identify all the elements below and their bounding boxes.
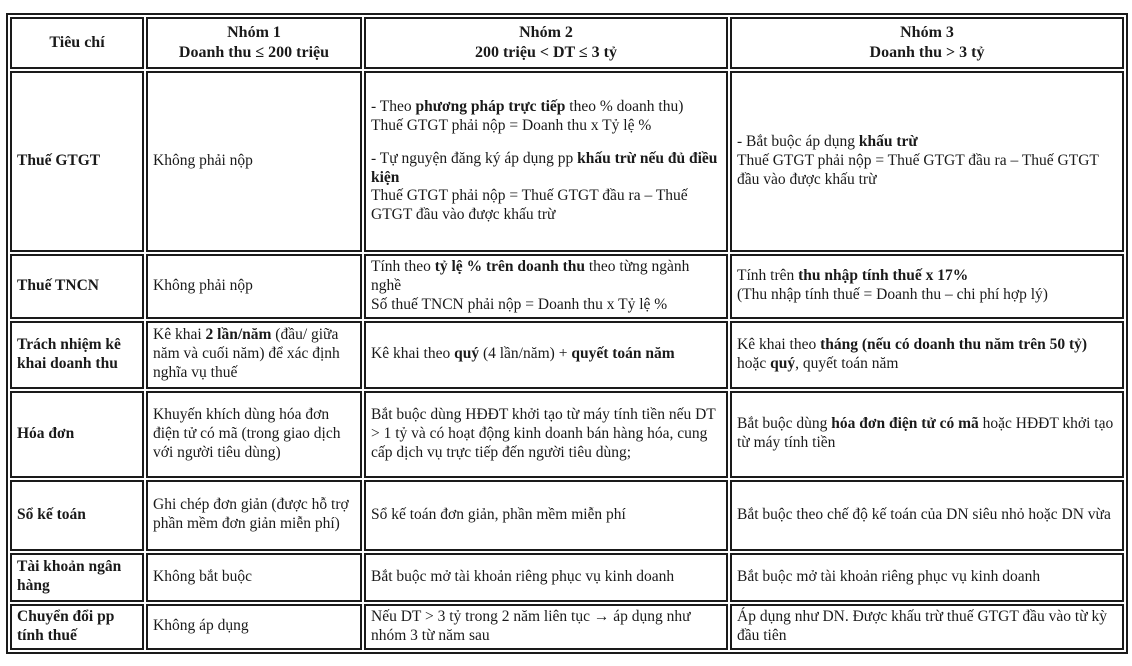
cell-text: Thuế GTGT phải nộp = Thuế GTGT đầu ra – Thuế GTGT đầu vào được khấu trừ xyxy=(371,187,688,224)
cell-text: Kê khai theo xyxy=(371,345,455,363)
cell-text: Số thuế TNCN phải nộp = Doanh thu x Tỷ lệ % xyxy=(371,295,668,313)
cell-text-bold: tháng (nếu có doanh thu năm trên 50 tỷ) xyxy=(820,335,1088,353)
group-name: Nhóm 2 xyxy=(519,24,573,42)
group-2-cell xyxy=(364,391,728,478)
cell-text-bold: hóa đơn điện tử có mã xyxy=(831,415,979,433)
criterion-cell: Tài khoản ngân hàng xyxy=(10,553,144,602)
cell-text: Tính trên xyxy=(737,267,799,285)
group-name: Nhóm 1 xyxy=(227,24,281,42)
header-row xyxy=(10,17,1124,69)
cell-text: theo từng ngành nghề xyxy=(371,258,690,294)
group-1-cell xyxy=(146,604,362,650)
table-row xyxy=(10,604,1124,650)
criterion-cell: Trách nhiệm kê khai doanh thu xyxy=(10,321,144,389)
cell-text: Sổ kế toán đơn giản, phần mềm miễn phí xyxy=(371,505,626,523)
table-row xyxy=(10,321,1124,389)
group-2-cell xyxy=(364,480,728,551)
group-3-cell xyxy=(730,254,1124,319)
cell-text: Bắt buộc mở tài khoản riêng phục vụ kinh doanh xyxy=(737,567,1041,585)
cell-text-bold: phương pháp trực tiếp xyxy=(415,97,566,115)
criterion-cell: Sổ kế toán xyxy=(10,480,144,551)
cell-text: Không phải nộp xyxy=(153,152,253,170)
group-3-cell xyxy=(730,604,1124,650)
tax-comparison-table xyxy=(6,13,1128,654)
group-1-cell xyxy=(146,254,362,319)
group-3-cell xyxy=(730,553,1124,602)
cell-text: - Tự nguyện đăng ký áp dụng pp xyxy=(371,149,578,167)
cell-text: Bắt buộc theo chế độ kế toán của DN siêu nhỏ hoặc DN vừa xyxy=(737,505,1111,523)
group-1-cell xyxy=(146,553,362,602)
group-3-cell xyxy=(730,480,1124,551)
cell-text: Thuế GTGT phải nộp = Thuế GTGT đầu ra – Thuế GTGT đầu vào được khấu trừ xyxy=(737,152,1099,188)
cell-text: Kê khai xyxy=(153,326,206,344)
column-header-group-1 xyxy=(146,17,362,69)
cell-text: Ghi chép đơn giản (được hỗ trợ phần mềm đơn giản miễn phí) xyxy=(153,496,349,533)
cell-text: Không phải nộp xyxy=(153,276,253,294)
group-2-cell xyxy=(364,71,728,252)
cell-text: (Thu nhập tính thuế = Doanh thu – chi phí hợp lý) xyxy=(737,286,1048,304)
cell-text: hoặc xyxy=(737,354,771,372)
table-row xyxy=(10,71,1124,252)
cell-text: Bắt buộc dùng HĐĐT khởi tạo từ máy tính tiền nếu DT > 1 tỷ và có hoạt động kinh doanh bán hàng hóa, cung cấp dịch vụ trực tiếp đến người tiêu dùng; xyxy=(371,405,716,461)
group-name: Nhóm 3 xyxy=(900,24,954,42)
cell-text-bold: khấu trừ nếu đủ điều kiện xyxy=(371,149,718,186)
table-row xyxy=(10,254,1124,319)
cell-text: theo % doanh thu) xyxy=(565,97,684,115)
cell-text-bold: tỷ lệ % trên doanh thu xyxy=(434,258,585,275)
group-2-cell xyxy=(364,553,728,602)
group-3-cell xyxy=(730,321,1124,389)
group-2-cell xyxy=(364,321,728,389)
cell-text: Nếu DT > 3 tỷ trong 2 năm liên tục → áp dụng như nhóm 3 từ năm sau xyxy=(371,607,691,644)
group-1-cell xyxy=(146,391,362,478)
table-row xyxy=(10,553,1124,602)
cell-text: , quyết toán năm xyxy=(795,354,899,372)
blank-line xyxy=(371,136,721,150)
group-revenue-range: Doanh thu ≤ 200 triệu xyxy=(178,44,330,61)
cell-text: Bắt buộc mở tài khoản riêng phục vụ kinh doanh xyxy=(371,567,675,585)
group-2-cell xyxy=(364,604,728,650)
group-3-cell xyxy=(730,391,1124,478)
cell-text-bold: thu nhập tính thuế x 17% xyxy=(798,267,969,285)
group-revenue-range: Doanh thu > 3 tỷ xyxy=(869,44,985,61)
group-1-cell xyxy=(146,321,362,389)
table-row xyxy=(10,480,1124,551)
column-header-group-2 xyxy=(364,17,728,69)
cell-text: Tính theo xyxy=(371,258,435,275)
table-row xyxy=(10,391,1124,478)
group-2-cell xyxy=(364,254,728,319)
cell-text: Khuyến khích dùng hóa đơn điện tử có mã (trong giao dịch với người tiêu dùng) xyxy=(153,405,341,461)
criterion-cell: Thuế TNCN xyxy=(10,254,144,319)
cell-text-bold: khấu trừ xyxy=(858,133,918,151)
cell-text-bold: quý xyxy=(770,354,796,372)
cell-text-bold: quyết toán năm xyxy=(571,345,675,363)
column-header-group-3 xyxy=(730,17,1124,69)
cell-text: Áp dụng như DN. Được khấu trừ thuế GTGT đầu vào từ kỳ đầu tiên xyxy=(737,607,1107,644)
cell-text: Không bắt buộc xyxy=(153,567,253,585)
group-1-cell xyxy=(146,71,362,252)
criterion-cell: Chuyển đổi pp tính thuế xyxy=(10,604,144,650)
cell-text-bold: quý xyxy=(454,345,480,363)
cell-text: hoặc HĐĐT khởi tạo từ máy tính tiền xyxy=(737,415,1114,452)
cell-text-bold: 2 lần/năm xyxy=(205,326,272,344)
cell-text: Thuế GTGT phải nộp = Doanh thu x Tỷ lệ % xyxy=(371,116,652,134)
criterion-cell: Hóa đơn xyxy=(10,391,144,478)
cell-text: (4 lần/năm) + xyxy=(479,345,572,363)
group-revenue-range: 200 triệu < DT ≤ 3 tỷ xyxy=(474,44,618,61)
cell-text: (đầu/ giữa năm và cuối năm) để xác định nghĩa vụ thuế xyxy=(153,326,340,382)
column-header-criteria: Tiêu chí xyxy=(10,17,144,69)
group-1-cell xyxy=(146,480,362,551)
cell-text: - Bắt buộc áp dụng xyxy=(737,133,859,151)
cell-text: - Theo xyxy=(371,97,416,115)
table-body xyxy=(10,71,1124,650)
cell-text: Kê khai theo xyxy=(737,335,821,353)
cell-text: Bắt buộc dùng xyxy=(737,415,832,433)
table-header xyxy=(10,17,1124,69)
criterion-cell: Thuế GTGT xyxy=(10,71,144,252)
group-3-cell xyxy=(730,71,1124,252)
cell-text: Không áp dụng xyxy=(153,617,249,635)
